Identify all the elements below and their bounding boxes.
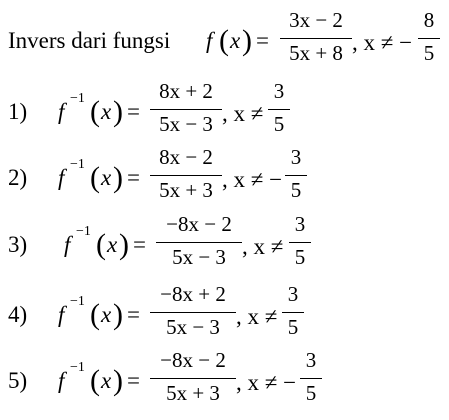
condition-prefix: , x ≠ [236, 304, 278, 329]
equals-sign: = [133, 232, 146, 257]
fraction-denominator: 5x − 3 [166, 315, 220, 339]
function-variable: x [101, 165, 112, 190]
inverse-exponent: −1 [76, 224, 91, 239]
close-paren: ) [113, 161, 123, 194]
option-label: 2) [8, 165, 28, 190]
condition-numerator: 3 [305, 348, 317, 372]
option-5 [0, 348, 449, 414]
open-paren: ( [219, 24, 229, 57]
condition-bar [285, 175, 307, 176]
fraction-numerator: −8x + 2 [160, 282, 226, 306]
fraction-bar [280, 38, 352, 39]
open-paren: ( [96, 228, 106, 261]
condition-denominator: 5 [273, 112, 285, 136]
fraction-denominator: 5x + 8 [289, 41, 343, 65]
condition-fraction [285, 145, 307, 209]
function-variable: x [107, 232, 118, 257]
fraction-numerator: −8x − 2 [166, 212, 232, 236]
inverse-exponent: −1 [70, 360, 85, 375]
condition-numerator: 8 [423, 8, 435, 32]
inverse-fraction [156, 212, 242, 276]
fraction-bar [150, 109, 222, 110]
equals-sign: = [256, 28, 269, 53]
fraction-bar [150, 175, 222, 176]
condition-denominator: 5 [290, 178, 302, 202]
function-fraction [280, 8, 352, 72]
fraction-numerator: −8x − 2 [160, 348, 226, 372]
condition-denominator: 5 [287, 315, 299, 339]
fraction-bar [150, 312, 236, 313]
close-paren: ) [113, 95, 123, 128]
condition-bar [268, 109, 290, 110]
condition-bar [300, 378, 322, 379]
equals-sign: = [127, 302, 140, 327]
fraction-bar [156, 242, 242, 243]
inverse-fraction [150, 79, 222, 143]
option-label: 4) [8, 302, 28, 327]
condition-denominator: 5 [294, 245, 306, 269]
open-paren: ( [90, 364, 100, 397]
close-paren: ) [113, 364, 123, 397]
equals-sign: = [127, 368, 140, 393]
inverse-function-name: f [58, 302, 65, 327]
open-paren: ( [90, 95, 100, 128]
fraction-numerator: 8x − 2 [159, 145, 213, 169]
close-paren: ) [119, 228, 129, 261]
fraction-denominator: 5x + 3 [166, 381, 220, 405]
equals-sign: = [127, 99, 140, 124]
condition-bar [289, 242, 311, 243]
condition-fraction [418, 8, 440, 72]
condition-numerator: 3 [290, 145, 302, 169]
condition-prefix: , x ≠ [242, 234, 284, 259]
function-variable: x [230, 28, 241, 53]
condition-prefix: , x ≠ − [222, 167, 283, 192]
option-2 [0, 145, 449, 211]
condition-numerator: 3 [273, 79, 285, 103]
function-variable: x [101, 302, 112, 327]
condition-bar [418, 38, 440, 39]
condition-denominator: 5 [423, 41, 435, 65]
inverse-function-name: f [58, 165, 65, 190]
option-label: 5) [8, 368, 28, 393]
fraction-denominator: 5x − 3 [159, 112, 213, 136]
condition-bar [282, 312, 304, 313]
inverse-function-name: f [58, 99, 65, 124]
open-paren: ( [90, 298, 100, 331]
inverse-fraction [150, 348, 236, 412]
fraction-numerator: 3x − 2 [289, 8, 343, 32]
condition-fraction [289, 212, 311, 276]
option-1 [0, 79, 449, 145]
question-line [0, 8, 449, 74]
inverse-exponent: −1 [70, 91, 85, 106]
option-label: 3) [8, 232, 28, 257]
condition-fraction [268, 79, 290, 143]
condition-fraction [300, 348, 322, 412]
option-4 [0, 282, 449, 348]
function-variable: x [101, 99, 112, 124]
open-paren: ( [90, 161, 100, 194]
question-intro: Invers dari fungsi [8, 28, 171, 53]
condition-fraction [282, 282, 304, 346]
condition-denominator: 5 [305, 381, 317, 405]
function-name: f [206, 28, 213, 53]
option-label: 1) [8, 99, 28, 124]
inverse-fraction [150, 145, 222, 209]
fraction-numerator: 8x + 2 [159, 79, 213, 103]
inverse-function-name: f [58, 368, 65, 393]
close-paren: ) [242, 24, 252, 57]
equals-sign: = [127, 165, 140, 190]
option-3 [0, 212, 449, 278]
inverse-function-name: f [64, 232, 71, 257]
condition-numerator: 3 [287, 282, 299, 306]
condition-prefix: , x ≠ − [236, 370, 297, 395]
inverse-exponent: −1 [70, 157, 85, 172]
inverse-exponent: −1 [70, 294, 85, 309]
condition-prefix: , x ≠ [222, 101, 264, 126]
condition-prefix: , x ≠ − [352, 30, 413, 55]
condition-numerator: 3 [294, 212, 306, 236]
fraction-bar [150, 378, 236, 379]
inverse-fraction [150, 282, 236, 346]
close-paren: ) [113, 298, 123, 331]
fraction-denominator: 5x − 3 [172, 245, 226, 269]
fraction-denominator: 5x + 3 [159, 178, 213, 202]
function-variable: x [101, 368, 112, 393]
